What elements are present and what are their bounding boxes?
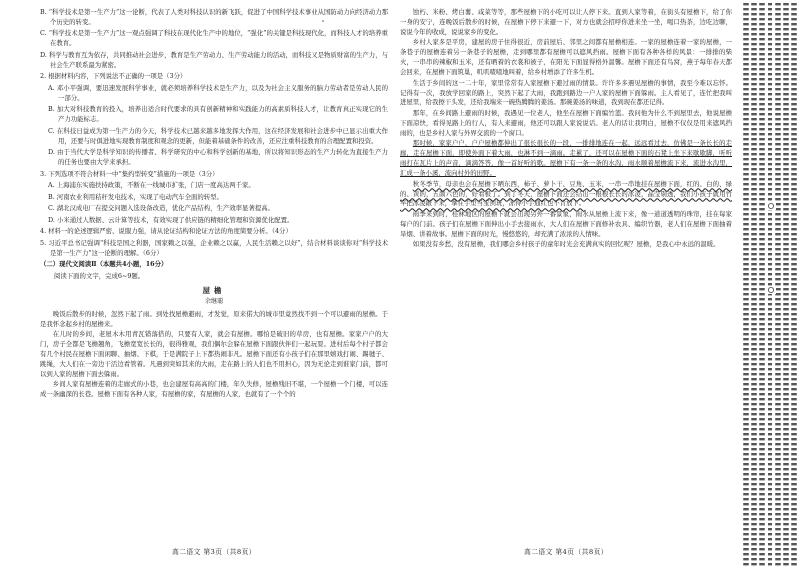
essay-paragraph-2: 在儿时的乡间，老屋木木用青瓦错落搭的，只要有人家，就会有屋檐。哪怕是破旧的草房，也有屋檐。家家户户的大门，房子全都是飞檐翘角，飞檐宽宽长长的，很得雅观，我们偶尔会躲在屋檐下面跟伙伴们一起玩耍。进村后每个村子都会有几个村民在屋檐下面闲聊、抽烟、下棋，于是满院子上下都热闹非凡。屋檐下面还有小孩子们在那里嬉戏打闹、踢毽子、跳绳，大人们在一旁边干活边看管着。凡遇到突如其来的大雨，走在路上的人们也不用担心，因为无论走到谁家门前，都可以到人家的屋檐下面去躲雨。: [40, 330, 388, 378]
q3-stem: 3. 下列选项不符合材料一中“集约型转变”措施的一项是（3分）: [40, 169, 219, 178]
left-page-content: [40, 8, 388, 538]
q2-stem: 2. 根据材料内容，下列说法不正确的一项是（3分）: [40, 72, 187, 81]
essay-closing: 如果没有乡愁，没有屋檐，我们哪会乡村孩子的童年时光会充满真实的回忆呢？屋檐，是我心中永远的温暖。: [412, 240, 720, 249]
essay-paragraph-7: 那年，在乡间路上避雨的时候，我遇见一位老人，他坐在屋檐下面编竹篮。我问他为什么不到屋里去，他说屋檐下面凉快，看得见路上的行人，有人来避雨，他还可以跟人家说说话。老人的话让我明白，屋檐不仅仅是用来遮风挡雨的，也是乡村人家与外界交流的一个窗口。: [400, 109, 732, 137]
center-mark: [322, 20, 324, 22]
right-page-footer: 高二语文 第4页（共8页）: [524, 548, 608, 557]
q1-option-d: D. 科学与教育互为依存，共同推动社会进步，教育是生产劳动力、生产劳动能力的活动，而科技又是物质财富的生产力，与社会生产联系最为紧密。: [40, 50, 388, 69]
left-page: [40, 0, 388, 566]
gutter-pattern-graphic: [742, 0, 800, 566]
q3-option-a: A. 上海浦东实施扶持政策，不断在一线城市扩张，门店一度高达两千家。: [48, 181, 255, 190]
section-heading: （二）现代文阅读Ⅱ（本题共4小题，16分）: [40, 260, 168, 269]
underlined-passage-1: [400, 139, 732, 179]
q3-option-c: C. 湖北汉成电厂在提交问题入选设备改造，优化产品结构，生产效率显著提高。: [48, 204, 275, 213]
essay-paragraph-4: 蚀朽、米粉、烤白薯、咸菜等等，那些屋檐下的小吃可以让人停下来。直到人家等着，在街头有屋檐下，给了你一身的安宁，连晚饭后散步的时候，在屋檐下停下来避一下，对方也就会招呼你进来坐一坐，喝口热茶，边吃边聊，说说今年的收成，说说家乡的变化。: [400, 8, 732, 36]
right-page-content: [400, 8, 732, 538]
q4-question: 4. 材料一的论述逻辑严密、说服力强，请从论证结构和论证方法的角度简要分析。（4分）: [40, 227, 292, 236]
essay-paragraph-6: 生活于乡间的这一二十年，家里常常有人家屋檐下避过雨的情景。许许多多遇见屋檐的事情，我至今难以忘怀。记得有一次，我放学回家的路上，突然下起了大雨，我跑到路边一户人家的屋檐下面躲雨。主人看见了，连忙把我叫进屋里，给我擦干头发，还给我端来一碗热腾腾的姜汤。那碗姜汤的味道，我到现在都还记得。: [400, 78, 732, 107]
q5-question: 5. 习近平总书记强调“科技是国之利器，国家赖之以强，企业赖之以赢，人民生活赖之以好”，结合材料谈谈你对“科学技术是第一生产力”这一论断的理解。（6分）: [40, 238, 388, 257]
essay-author: 余继聪: [204, 298, 224, 306]
q2-option-b: B. 加大对科技教育的投入，培养出适合时代要求的具有创新精神和实践能力的高素质科技人才，让教育真正实现它的生产力功能标志。: [48, 105, 388, 124]
left-page-footer: 高二语文 第3页（共8页）: [172, 548, 256, 557]
essay-title: 屋檐: [202, 285, 226, 295]
q2-option-a: A. 邓小平强调，要迅速发展科学事业，就必须培养科学技术是生产力，以及为社会主义服务的脑力劳动者是劳动人民的一部分。: [48, 83, 388, 102]
essay-paragraph-3: 乡间人家有屋檐连着的走廊式的小巷，也会建屋有高高的门楼，年久失修，屋檐残旧不堪，一个屋檐一个门楼，可以连成一条幽深的长巷。屋檐下面有各种人家，有屋檐的家，有屋檐的人家，也就有了一个个的: [40, 380, 388, 399]
q3-option-b: B. 河南农业利用秸秆发电技术，实现了电动汽车全面的转型。: [48, 192, 223, 201]
q2-option-d: D. 由于当代大学是科学知识的传播者、科学研究的中心和科学创新的基地，所以将知识形态的生产力转化为直接生产力的任务也要由大学来承担。: [48, 148, 388, 167]
underlined-text-1: 那时候，家家户户，户户屋檐都伸出了很长很长的一段，一排排地连在一起，远远看过去，仿佛是一条长长的走廊，走在屋檐下面，即使外面下着大雨，也淋不到一滴雨。走累了，还可以在屋檐下面的石凳上坐下来歇歇脚，听听雨打在瓦片上的声音，滴滴答答，像一首好听的歌。屋檐下有一条一条的水沟，雨水顺着屋檐流下来，流进水沟里，汇成一条小溪，流向村外的田野。: [400, 139, 732, 178]
underlined-passage-2: [400, 180, 732, 210]
q3-option-d: D. 小米通过人数据、云计算等技术，有效实现了供应链的精细化管理和资源优化配置。: [48, 215, 294, 224]
q1-option-b: B. “科学技术是第一生产力”这一论断，代表了人类对科技认识的新飞跃，促进了中国科学技术事业从国防动力向经济动力那个历史的转变。: [40, 8, 388, 26]
essay-paragraph-1: 晚饭后散步的时候，忽然下起了雨。到处找屋檐避雨，才发觉，原来偌大的城市里竟然找不到一个可以避雨的屋檐。于是我怀念起乡村的屋檐来。: [40, 309, 388, 328]
q2-option-c: C. 在科技日益成为第一生产力的今天，科学技术已越来越多地发挥大作用，这在经济发展和社会进步中已显示出重大作用，还要与时俱进地实现教育制度和观念的更新，但能着基础条件的改善，还应注重科技教育的合理配置和投资。: [48, 126, 388, 145]
essay-paragraph-5: 乡村人家多是平房，建屋的房子住得很近，房前屋后、邻里之间都有屋檐相连。一家的屋檐连着一家的屋檐，一条巷子的屋檐连着另一条巷子的屋檐，走到哪里都有屋檐可以遮风挡雨。屋檐下面有各种各样的风景：一排排的柴火，一串串的辣椒和玉米，还有晒着的衣裳和被子，在阳光下面显得格外温馨。屋檐下面还有鸟窝，燕子每年春天都会回来，在屋檐下面筑巢，叽叽喳喳地叫着，给乡村增添了许多生机。: [400, 38, 732, 77]
q1-option-c: C. “科学技术是第一生产力”这一观点强调了科技在现代化生产中的地位，“强化”的关键是科技现代化，而科技人才的培养重在教育。: [40, 29, 388, 48]
section-instruction: 阅读下面的文字，完成6~9题。: [54, 271, 145, 280]
right-page: [400, 0, 732, 566]
underlined-text-2: 秋冬季节，母亲也会在屋檐下晒东西，柿子、萝卜干、豆角、玉米，一串一串地挂在屋檐下面，红的、白的、绿的、黄的，五颜六色的，好看极了。到了冬天，屋檐下面还会结出一根根长长的冰凌，晶莹剔透，我们小孩子就用竹竿把冰凌敲下来，拿在手里当宝剑玩，冻得小手通红也不肯放下。: [400, 179, 732, 208]
essay-paragraph-8: 雨季来到时，桂林地区的屋檐下就会出现另外一番景象，雨水从屋檐上流下来，像一道道透明的珠帘，挂在每家每户的门前。孩子们在屋檐下面伸出小手去接雨水，大人们在屋檐下面修补农具、编织竹器，老人们在屋檐下面抽着旱烟、讲着故事。屋檐下面的时光，慢悠悠的，却充满了浓浓的人情味。: [400, 210, 732, 238]
binding-gutter-pattern: [742, 0, 800, 566]
